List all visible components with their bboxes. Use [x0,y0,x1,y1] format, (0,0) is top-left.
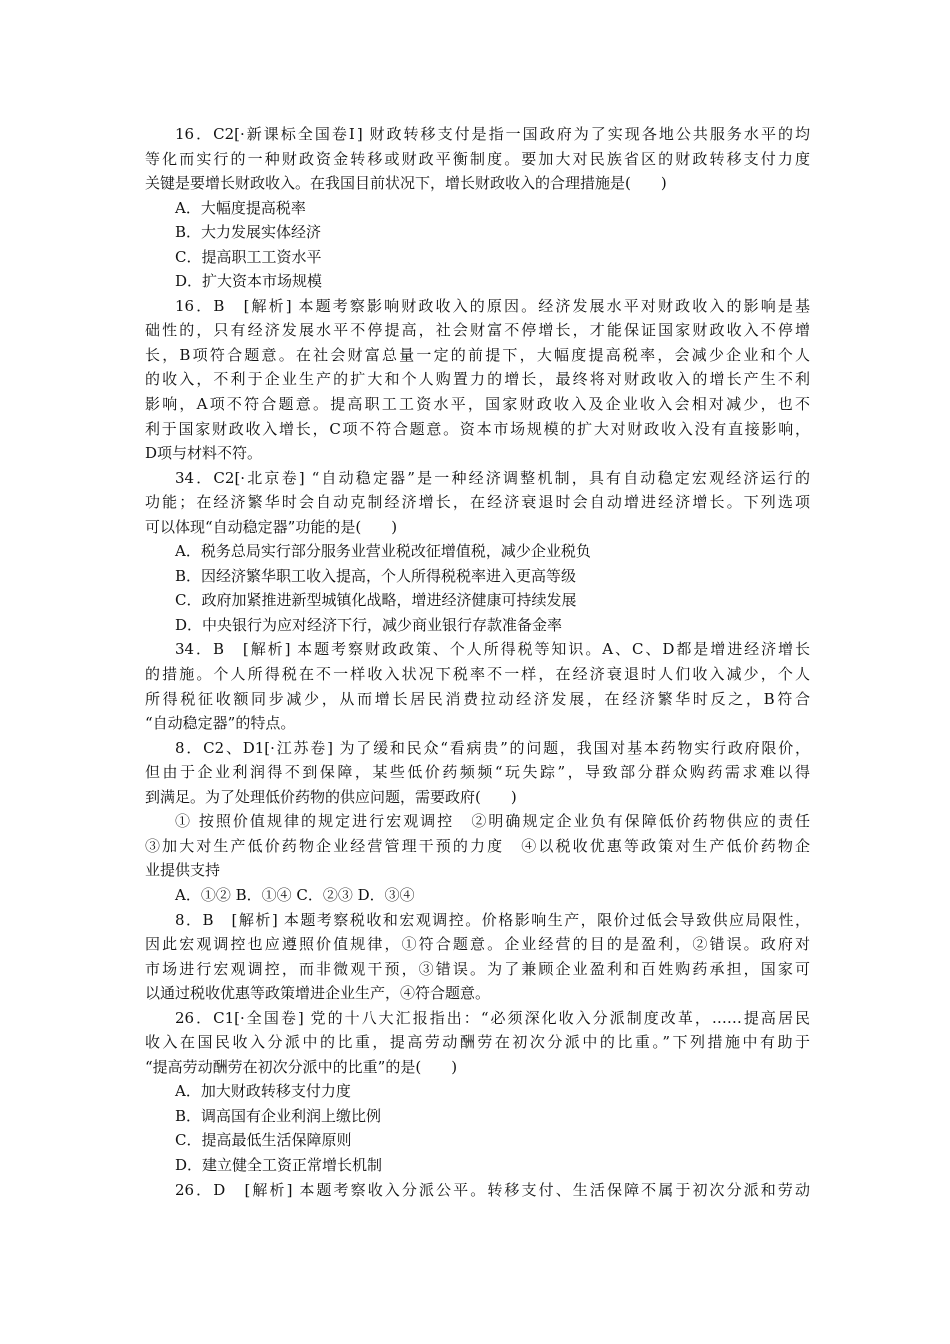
text-line: D．建立健全工资正常增长机制 [175,1155,383,1174]
text-line: ③加大对生产低价药物企业经营管理干预的力度 ④以税收优惠等政策对生产低价药物企 [145,836,810,855]
text-line: A．大幅度提高税率 [175,198,306,217]
text-line: 收入在国民收入分派中的比重，提高劳动酬劳在初次分派中的比重。”下列措施中有助于 [145,1033,810,1052]
text-line: 以通过税收优惠等政策增进企业生产，④符合题意。 [145,984,491,1003]
text-line: 市场进行宏观调控，而非微观干预，③错误。为了兼顾企业盈利和百姓购药承担，国家可 [145,959,810,978]
text-line: 利于国家财政收入增长，C项不符合题意。资本市场规模的扩大对财政收入没有直接影响， [145,419,810,438]
text-line: 影响，A项不符合题意。提高职工工资水平，国家财政收入及企业收入会相对减少，也不 [145,395,810,414]
text-line: “提高劳动酬劳在初次分派中的比重”的是( ) [145,1057,458,1076]
text-line: B．因经济繁华职工收入提高，个人所得税税率进入更高等级 [175,566,577,585]
text-line: 因此宏观调控也应遵照价值规律，①符合题意。企业经营的目的是盈利，②错误。政府对 [145,935,810,954]
text-line: 26．C1[·全国卷] 党的十八大汇报指出：“必须深化收入分派制度改革，……提高居民 [175,1008,810,1027]
text-line: 础性的，只有经济发展水平不停提高，社会财富不停增长，才能保证国家财政收入不停增 [145,321,810,340]
text-line: D项与材料不符。 [145,444,263,463]
text-line: 长，B项符合题意。在社会财富总量一定的前提下，大幅度提高税率，会减少企业和个人 [145,345,810,364]
text-line: B．调高国有企业利润上缴比例 [175,1106,382,1125]
text-line: B．大力发展实体经济 [175,223,322,242]
text-line: 34．B [解析] 本题考察财政政策、个人所得税等知识。A、C、D都是增进经济增长 [175,640,810,659]
text-line: A．加大财政转移支付力度 [175,1082,351,1101]
text-line: 的收入，不利于企业生产的扩大和个人购置力的增长，最终将对财政收入的增长产生不利 [145,370,810,389]
text-line: 16．C2[·新课标全国卷Ⅰ] 财政转移支付是指一国政府为了实现各地公共服务水平的均 [175,125,810,143]
text-line: C．提高职工工资水平 [175,247,322,266]
document-page [145,122,810,1202]
text-line: 但由于企业利润得不到保障，某些低价药频频“玩失踪”，导致部分群众购药需求难以得 [145,763,810,782]
text-line: D．扩大资本市场规模 [175,272,323,291]
text-line: 可以体现“自动稳定器”功能的是( ) [145,517,398,536]
text-line: 16．B [解析] 本题考察影响财政收入的原因。经济发展水平对财政收入的影响是基 [175,296,810,315]
text-line: C．政府加紧推进新型城镇化战略，增进经济健康可持续发展 [175,591,577,610]
text-line: 26．D [解析] 本题考察收入分派公平。转移支付、生活保障不属于初次分派和劳动 [175,1180,810,1199]
text-line: 所得税征收额同步减少，从而增长居民消费拉动经济发展，在经济繁华时反之，B符合 [145,689,810,708]
text-line: 功能；在经济繁华时会自动克制经济增长，在经济衰退时会自动增进经济增长。下列选项 [145,493,810,512]
text-line: “自动稳定器”的特点。 [145,714,296,733]
text-line: 等化而实行的一种财政资金转移或财政平衡制度。要加大对民族省区的财政转移支付力度 [145,149,810,168]
text-line: 8．B [解析] 本题考察税收和宏观调控。价格影响生产，限价过低会导致供应局限性， [175,910,810,929]
text-line: A．①② B．①④ C．②③ D．③④ [175,885,415,904]
text-line: 关键是要增长财政收入。在我国目前状况下，增长财政收入的合理措施是( ) [145,174,667,193]
text-line: D．中央银行为应对经济下行，减少商业银行存款准备金率 [175,615,563,634]
text-line: 到满足。为了处理低价药物的供应问题，需要政府( ) [145,787,517,806]
text-line: ① 按照价值规律的规定进行宏观调控 ②明确规定企业负有保障低价药物供应的责任 [175,812,810,831]
text-line: 34．C2[·北京卷] “自动稳定器”是一种经济调整机制，具有自动稳定宏观经济运行的 [175,468,810,487]
text-line: 业提供支持 [145,861,221,880]
text-line: 的措施。个人所得税在不一样收入状况下税率不一样，在经济衰退时人们收入减少，个人 [145,665,810,684]
text-line: A．税务总局实行部分服务业营业税改征增值税，减少企业税负 [175,542,591,561]
text-line: 8．C2、D1[·江苏卷] 为了缓和民众“看病贵”的问题，我国对基本药物实行政府限价， [175,738,810,757]
text-line: C．提高最低生活保障原则 [175,1131,352,1150]
